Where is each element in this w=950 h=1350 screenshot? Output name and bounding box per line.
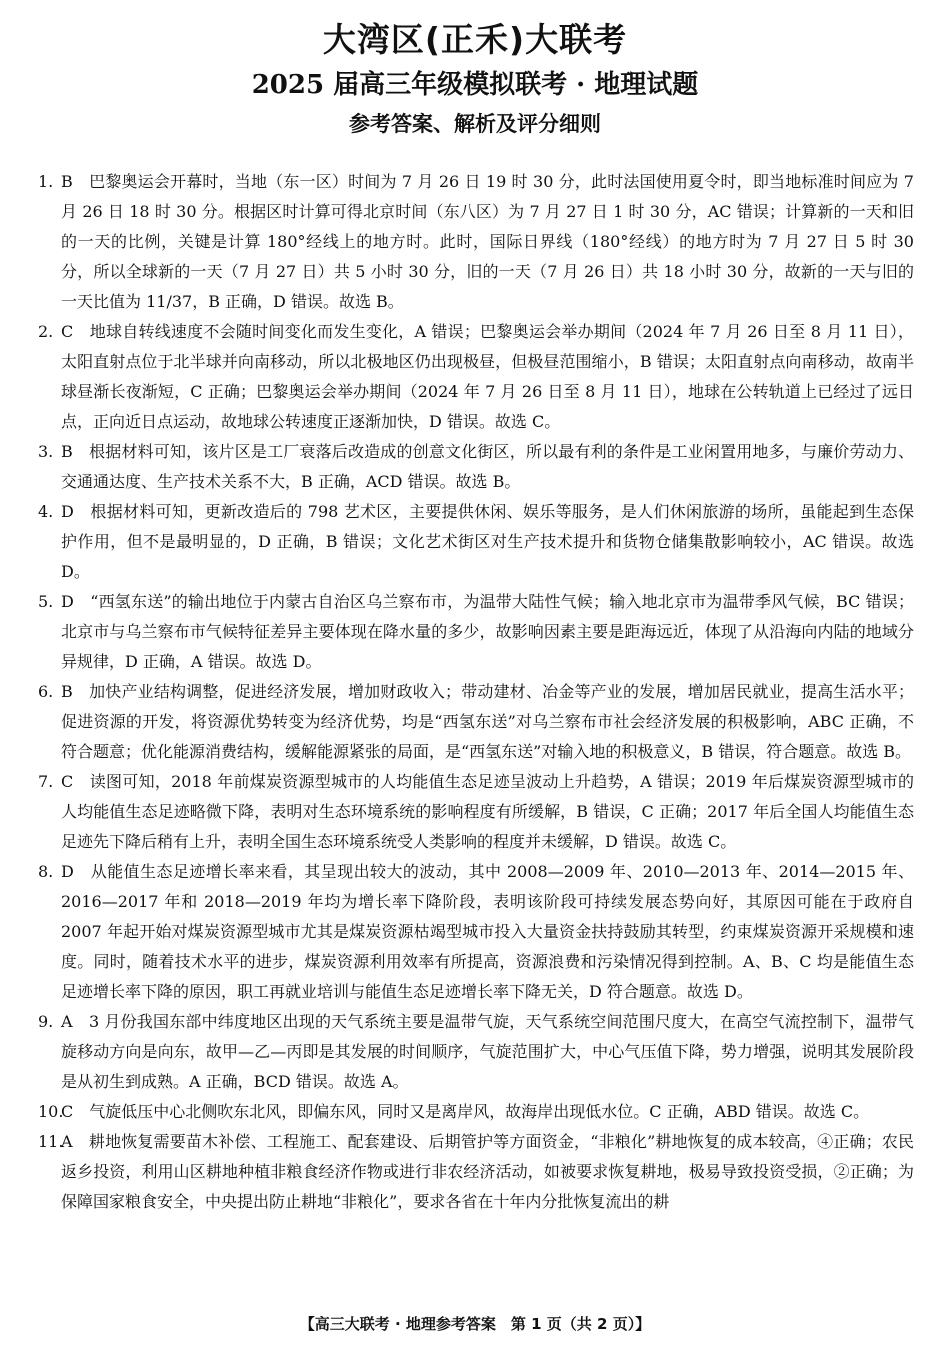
answer-text: C 地球自转线速度不会随时间变化而发生变化，A 错误；巴黎奥运会举办期间（2024 年 7 月 26 日至 8 月 11 日），太阳直射点位于北半球并向南移动，所以北极地区仍出现极昼，但极昼范围缩小，B 错误；太阳直射点向南移动，故南半球昼渐长夜渐短，C 正确；巴黎奥运会举办期间（2024 年 7 月 26 日至 8 月 11 日），地球在公转轨道上已经过了远日点，正向近日点运动，故地球公转速度正逐渐加快，D 错误。故选 C。 <box>61 322 914 431</box>
answer-list <box>38 167 914 1217</box>
answer-item-5 <box>38 587 914 677</box>
exam-subtitle: 2025 届高三年级模拟联考 · 地理试题 <box>251 70 699 100</box>
answer-number: 11. <box>38 1132 64 1151</box>
answer-item-1 <box>38 167 914 317</box>
answer-item-8 <box>38 857 914 1007</box>
answer-item-6 <box>38 677 914 767</box>
answer-number: 10. <box>38 1102 64 1121</box>
answer-number: 6. <box>38 682 54 701</box>
exam-title: 大湾区(正禾)大联考 <box>322 20 628 59</box>
answer-number: 2. <box>38 322 54 341</box>
answer-text: C 气旋低压中心北侧吹东北风，即偏东风，同时又是离岸风，故海岸出现低水位。C 正确，ABD 错误。故选 C。 <box>61 1102 870 1121</box>
answer-number: 4. <box>38 502 54 521</box>
answer-text: C 读图可知，2018 年前煤炭资源型城市的人均能值生态足迹呈波动上升趋势，A 错误；2019 年后煤炭资源型城市的人均能值生态足迹略微下降，表明对生态环境系统的影响程度有所缓解，B 错误，C 正确；2017 年后全国人均能值生态足迹先下降后稍有上升，表明全国生态环境系统受人类影响的程度并未缓解，D 错误。故选 C。 <box>61 772 914 851</box>
answer-number: 8. <box>38 862 54 881</box>
answer-text: D 根据材料可知，更新改造后的 798 艺术区，主要提供休闲、娱乐等服务，是人们休闲旅游的场所，虽能起到生态保护作用，但不是最明显的，D 正确，B 错误；文化艺术街区对生产技术提升和货物仓储集散影响较小，AC 错误。故选 D。 <box>61 502 914 581</box>
answer-item-9 <box>38 1007 914 1097</box>
answer-number: 3. <box>38 442 54 461</box>
answer-text: B 巴黎奥运会开幕时，当地（东一区）时间为 7 月 26 日 19 时 30 分，此时法国使用夏令时，即当地标准时间应为 7 月 26 日 18 时 30 分。根据区时计算可得北京时间（东八区）为 7 月 27 日 1 时 30 分，AC 错误；计算新的一天和旧的一天的比例，关键是计算 180°经线上的地方时。此时，国际日界线（180°经线）的地方时为 7 月 27 日 5 时 30 分，所以全球新的一天（7 月 27 日）共 5 小时 30 分，旧的一天（7 月 26 日）共 18 小时 30 分，故新的一天与旧的一天比值为 11/37，B 正确，D 错误。故选 B。 <box>61 172 914 311</box>
answer-item-3 <box>38 437 914 497</box>
answer-number: 1. <box>38 172 54 191</box>
answer-text: D 从能值生态足迹增长率来看，其呈现出较大的波动，其中 2008—2009 年、2010—2013 年、2014—2015 年、2016—2017 年和 2018—2019 年均为增长率下降阶段，表明该阶段可持续发展态势向好，其原因可能在于政府自 2007 年起开始对煤炭资源型城市尤其是煤炭资源枯竭型城市投入大量资金扶持鼓励其转型，约束煤炭资源开采规模和速度。同时，随着技术水平的进步，煤炭资源利用效率有所提高，资源浪费和污染情况得到控制。A、B、C 均是能值生态足迹增长率下降的原因，职工再就业培训与能值生态足迹增长率下降无关，D 符合题意。故选 D。 <box>61 862 914 1001</box>
answer-item-4 <box>38 497 914 587</box>
answer-text: A 3 月份我国东部中纬度地区出现的天气系统主要是温带气旋，天气系统空间范围尺度大，在高空气流控制下，温带气旋移动方向是向东，故甲—乙—丙即是其发展的时间顺序，气旋范围扩大，中心气压值下降，势力增强，说明其发展阶段是从初生到成熟。A 正确，BCD 错误。故选 A。 <box>61 1012 914 1091</box>
answer-item-7 <box>38 767 914 857</box>
page-footer: 【高三大联考 · 地理参考答案 第 1 页（共 2 页）】 <box>299 1315 651 1333</box>
answer-text: B 加快产业结构调整，促进经济发展，增加财政收入；带动建材、冶金等产业的发展，增加居民就业，提高生活水平；促进资源的开发，将资源优势转变为经济优势，均是“西氢东送”对乌兰察布市社会经济发展的积极影响，ABC 正确，不符合题意；优化能源消费结构，缓解能源紧张的局面，是“西氢东送”对输入地的积极意义，B 错误，符合题意。故选 B。 <box>61 682 914 761</box>
answer-number: 7. <box>38 772 54 791</box>
answer-text: A 耕地恢复需要苗木补偿、工程施工、配套建设、后期管护等方面资金，“非粮化”耕地恢复的成本较高，④正确；农民返乡投资，利用山区耕地种植非粮食经济作物或进行非农经济活动，如被要求恢复耕地，极易导致投资受损，②正确；为保障国家粮食安全，中央提出防止耕地“非粮化”，要求各省在十年内分批恢复流出的耕 <box>61 1132 914 1211</box>
answer-number: 9. <box>38 1012 54 1031</box>
answer-item-2 <box>38 317 914 437</box>
answer-item-10 <box>38 1097 914 1127</box>
answer-text: D “西氢东送”的输出地位于内蒙古自治区乌兰察布市，为温带大陆性气候；输入地北京市为温带季风气候，BC 错误；北京市与乌兰察布市气候特征差异主要体现在降水量的多少，故影响因素主要是距海远近，体现了从沿海向内陆的地域分异规律，D 正确，A 错误。故选 D。 <box>61 592 914 671</box>
answer-text: B 根据材料可知，该片区是工厂衰落后改造成的创意文化街区，所以最有利的条件是工业闲置用地多，与廉价劳动力、交通通达度、生产技术关系不大，B 正确，ACD 错误。故选 B。 <box>61 442 914 491</box>
answer-item-11 <box>38 1127 914 1217</box>
answer-heading: 参考答案、解析及评分细则 <box>349 112 601 136</box>
answer-number: 5. <box>38 592 54 611</box>
